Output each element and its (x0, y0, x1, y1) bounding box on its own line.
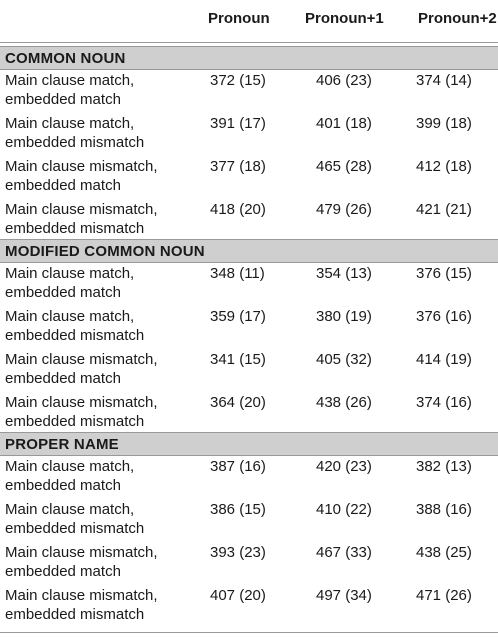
row-label-line1: Main clause mismatch, (5, 201, 158, 218)
row-label (5, 457, 195, 495)
row-label (5, 71, 195, 109)
row-label (5, 114, 195, 152)
cell-pronoun: 377 (18) (210, 158, 266, 175)
row-label (5, 350, 195, 388)
row-label (5, 264, 195, 302)
cell-pronoun: 418 (20) (210, 201, 266, 218)
cell-pronoun-plus-1: 465 (28) (316, 158, 372, 175)
row-label-line2: embedded mismatch (5, 520, 145, 537)
table-header (0, 0, 498, 43)
table-row (0, 155, 498, 197)
row-label-line2: embedded match (5, 177, 121, 194)
row-label (5, 157, 195, 195)
table-row (0, 198, 498, 240)
column-header-pronoun-plus-2: Pronoun+2 (418, 10, 497, 27)
section-header-common-noun (0, 46, 498, 70)
column-header-pronoun-plus-1: Pronoun+1 (305, 10, 384, 27)
table-row (0, 305, 498, 347)
cell-pronoun: 386 (15) (210, 501, 266, 518)
cell-pronoun-plus-1: 406 (23) (316, 72, 372, 89)
row-label-line1: Main clause mismatch, (5, 544, 158, 561)
row-label-line2: embedded match (5, 91, 121, 108)
cell-pronoun: 348 (11) (210, 265, 265, 282)
row-label-line2: embedded match (5, 477, 121, 494)
row-label-line2: embedded mismatch (5, 327, 145, 344)
row-label-line1: Main clause mismatch, (5, 587, 158, 604)
cell-pronoun-plus-1: 467 (33) (316, 544, 372, 561)
row-label (5, 200, 195, 238)
cell-pronoun-plus-2: 382 (13) (416, 458, 472, 475)
table-row (0, 69, 498, 111)
section-header-modified-common-noun (0, 239, 498, 263)
table-row (0, 348, 498, 390)
row-label-line2: embedded mismatch (5, 606, 145, 623)
table-row (0, 584, 498, 626)
row-label (5, 500, 195, 538)
table-row (0, 391, 498, 433)
cell-pronoun: 359 (17) (210, 308, 266, 325)
cell-pronoun-plus-2: 374 (14) (416, 72, 472, 89)
cell-pronoun-plus-1: 479 (26) (316, 201, 372, 218)
cell-pronoun: 341 (15) (210, 351, 266, 368)
section-title: PROPER NAME (5, 436, 119, 453)
cell-pronoun-plus-2: 388 (16) (416, 501, 472, 518)
cell-pronoun-plus-2: 471 (26) (416, 587, 472, 604)
cell-pronoun: 372 (15) (210, 72, 266, 89)
cell-pronoun-plus-1: 410 (22) (316, 501, 372, 518)
row-label (5, 393, 195, 431)
row-label-line1: Main clause match, (5, 115, 135, 132)
cell-pronoun: 393 (23) (210, 544, 266, 561)
cell-pronoun-plus-2: 374 (16) (416, 394, 472, 411)
row-label-line1: Main clause match, (5, 265, 135, 282)
section-title: MODIFIED COMMON NOUN (5, 243, 205, 260)
row-label-line1: Main clause mismatch, (5, 351, 158, 368)
row-label-line2: embedded match (5, 563, 121, 580)
row-label-line1: Main clause match, (5, 458, 135, 475)
row-label-line1: Main clause mismatch, (5, 394, 158, 411)
cell-pronoun-plus-1: 497 (34) (316, 587, 372, 604)
section-title: COMMON NOUN (5, 50, 126, 67)
cell-pronoun-plus-1: 401 (18) (316, 115, 372, 132)
table-row (0, 262, 498, 304)
cell-pronoun-plus-1: 438 (26) (316, 394, 372, 411)
table-row (0, 455, 498, 497)
cell-pronoun: 387 (16) (210, 458, 266, 475)
row-label-line2: embedded match (5, 370, 121, 387)
cell-pronoun: 364 (20) (210, 394, 266, 411)
cell-pronoun-plus-1: 354 (13) (316, 265, 372, 282)
table-row (0, 541, 498, 583)
row-label-line1: Main clause match, (5, 72, 135, 89)
cell-pronoun-plus-2: 438 (25) (416, 544, 472, 561)
row-label-line2: embedded mismatch (5, 220, 145, 237)
row-label-line1: Main clause match, (5, 308, 135, 325)
table-row (0, 498, 498, 540)
cell-pronoun-plus-2: 376 (16) (416, 308, 472, 325)
cell-pronoun-plus-2: 421 (21) (416, 201, 472, 218)
cell-pronoun-plus-1: 420 (23) (316, 458, 372, 475)
row-label (5, 543, 195, 581)
table-bottom-rule (0, 632, 498, 633)
cell-pronoun: 391 (17) (210, 115, 266, 132)
cell-pronoun-plus-2: 414 (19) (416, 351, 472, 368)
cell-pronoun: 407 (20) (210, 587, 266, 604)
row-label (5, 307, 195, 345)
cell-pronoun-plus-2: 399 (18) (416, 115, 472, 132)
row-label-line2: embedded match (5, 284, 121, 301)
table-row (0, 112, 498, 154)
row-label (5, 586, 195, 624)
cell-pronoun-plus-1: 380 (19) (316, 308, 372, 325)
cell-pronoun-plus-1: 405 (32) (316, 351, 372, 368)
row-label-line1: Main clause match, (5, 501, 135, 518)
cell-pronoun-plus-2: 376 (15) (416, 265, 472, 282)
row-label-line1: Main clause mismatch, (5, 158, 158, 175)
column-header-pronoun: Pronoun (208, 10, 270, 27)
section-header-proper-name (0, 432, 498, 456)
row-label-line2: embedded mismatch (5, 134, 145, 151)
row-label-line2: embedded mismatch (5, 413, 145, 430)
cell-pronoun-plus-2: 412 (18) (416, 158, 472, 175)
